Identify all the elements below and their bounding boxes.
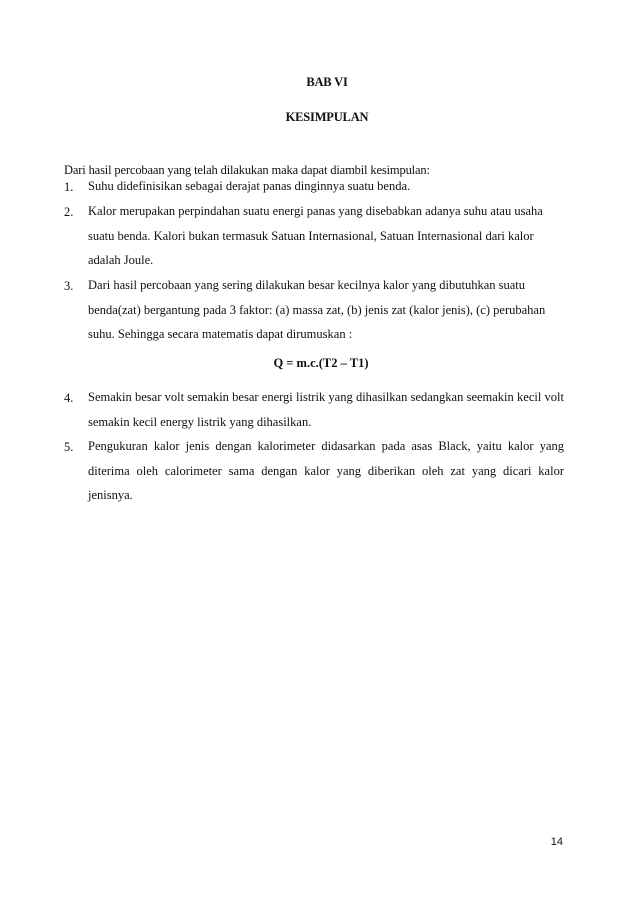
list-item-number: 5.: [64, 440, 74, 454]
formula: [0, 356, 638, 371]
formula-text: Q = m.c.(T2 – T1): [273, 356, 369, 370]
list-item-text: Suhu didefinisikan sebagai derajat panas dinginnya suatu benda.: [88, 179, 411, 193]
list-item-text: Pengukuran kalor jenis dengan kalorimeter didasarkan pada asas Black, yaitu kalor yang diterima oleh calorimeter sama dengan kalor yang diberikan oleh zat yang dicari kalor jenisnya.: [88, 439, 564, 502]
chapter-number: BAB VI: [306, 75, 348, 89]
list-item-number: 1.: [64, 180, 74, 194]
list-item-text: Semakin besar volt semakin besar energi listrik yang dihasilkan sedangkan seemakin kecil volt semakin kecil energy listrik yang dihasilkan.: [88, 390, 564, 429]
list-item-number: 2.: [64, 205, 74, 219]
list-item-text: Dari hasil percobaan yang sering dilakukan besar kecilnya kalor yang dibutuhkan suatu benda(zat) bergantung pada 3 faktor: (a) massa zat, (b) jenis zat (kalor jenis), (c) perubahan suhu. Sehingga secara matematis dapat dirumuskan :: [88, 278, 546, 341]
chapter-title: KESIMPULAN: [285, 110, 369, 124]
list-item-number: 4.: [64, 391, 74, 405]
list-item-number: 3.: [64, 279, 74, 293]
intro-paragraph: Dari hasil percobaan yang telah dilakukan maka dapat diambil kesimpulan:: [64, 163, 430, 177]
page-number: 14: [550, 836, 563, 848]
list-item-text: Kalor merupakan perpindahan suatu energi panas yang disebabkan adanya suhu atau usaha suatu benda. Kalori bukan termasuk Satuan Internasional, Satuan Internasional dari kalor adalah Joule.: [88, 204, 543, 267]
